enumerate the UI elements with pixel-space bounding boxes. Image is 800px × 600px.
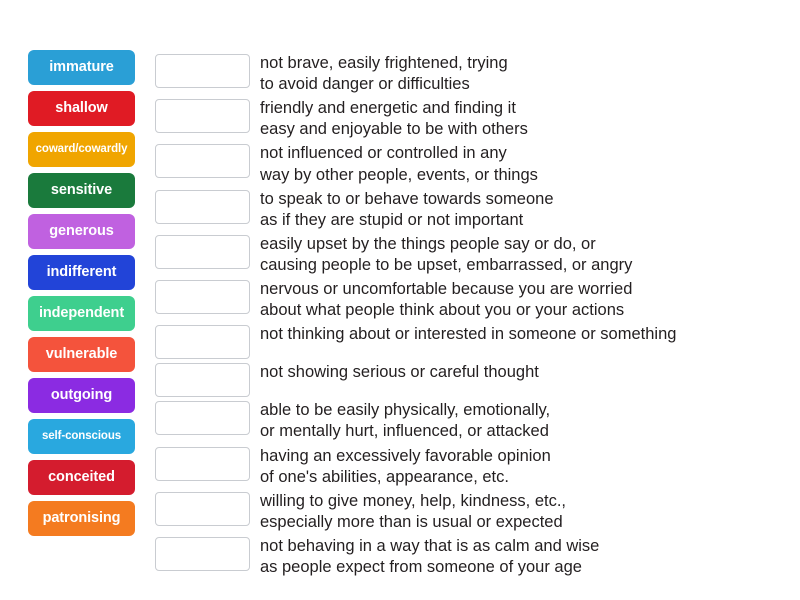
definition-line: as people expect from someone of your age	[260, 558, 582, 577]
definition-text	[260, 142, 795, 185]
word-tile[interactable]: independent	[28, 296, 135, 331]
definition-text	[260, 97, 795, 140]
definition-line: not brave, easily frightened, trying	[260, 54, 508, 72]
answer-dropbox[interactable]	[155, 144, 250, 178]
definition-line: willing to give money, help, kindness, etc.,	[260, 491, 567, 510]
answer-dropbox[interactable]	[155, 492, 250, 526]
definition-text	[260, 399, 795, 442]
definition-line: not influenced or controlled in any	[260, 144, 507, 163]
word-tile[interactable]: vulnerable	[28, 337, 135, 372]
definition-line: especially more than is usual or expected	[260, 512, 563, 531]
answer-dropbox[interactable]	[155, 99, 250, 133]
definition-line: to speak to or behave towards someone	[260, 189, 554, 208]
definition-line: as if they are stupid or not important	[260, 210, 524, 229]
definition-line: about what people think about you or your actions	[260, 301, 625, 320]
answer-dropbox[interactable]	[155, 401, 250, 435]
definition-row	[155, 323, 795, 359]
definition-text	[260, 490, 795, 533]
definition-line: or mentally hurt, influenced, or attacked	[260, 422, 549, 441]
word-tile[interactable]: shallow	[28, 91, 135, 126]
definition-text	[260, 323, 795, 345]
answer-dropbox[interactable]	[155, 447, 250, 481]
definition-row-list	[155, 52, 795, 580]
word-tile[interactable]: coward/cowardly	[28, 132, 135, 167]
answer-dropbox[interactable]	[155, 235, 250, 269]
definition-row	[155, 535, 795, 578]
answer-dropbox[interactable]	[155, 54, 250, 88]
word-tile[interactable]: sensitive	[28, 173, 135, 208]
definition-line: not thinking about or interested in someone or something	[260, 325, 677, 344]
answer-dropbox[interactable]	[155, 537, 250, 571]
word-tile[interactable]: conceited	[28, 460, 135, 495]
definition-text	[260, 52, 795, 95]
definition-text	[260, 188, 795, 231]
definition-row	[155, 52, 795, 95]
definition-row	[155, 233, 795, 276]
definition-line: way by other people, events, or things	[260, 165, 538, 184]
definition-line: easily upset by the things people say or do, or	[260, 234, 596, 253]
definition-line: of one's abilities, appearance, etc.	[260, 467, 509, 486]
definition-line: able to be easily physically, emotionally,	[260, 401, 551, 420]
word-tile[interactable]: self-conscious	[28, 419, 135, 454]
definition-row	[155, 142, 795, 185]
definition-text	[260, 233, 795, 276]
word-tile[interactable]: patronising	[28, 501, 135, 536]
definition-line: not behaving in a way that is as calm and wise	[260, 536, 600, 555]
definition-row	[155, 399, 795, 442]
definition-line: having an excessively favorable opinion	[260, 446, 551, 465]
definition-line: easy and enjoyable to be with others	[260, 120, 528, 139]
word-tile[interactable]: indifferent	[28, 255, 135, 290]
answer-dropbox[interactable]	[155, 190, 250, 224]
definition-text	[260, 361, 795, 383]
word-tile[interactable]: outgoing	[28, 378, 135, 413]
answer-dropbox[interactable]	[155, 325, 250, 359]
definition-line: friendly and energetic and finding it	[260, 99, 516, 118]
definition-line: nervous or uncomfortable because you are worried	[260, 280, 633, 299]
definition-line: causing people to be upset, embarrassed, or angry	[260, 255, 633, 274]
definition-text	[260, 445, 795, 488]
definition-text	[260, 535, 795, 578]
word-tile[interactable]: generous	[28, 214, 135, 249]
word-tile[interactable]: immature	[28, 50, 135, 85]
answer-dropbox[interactable]	[155, 280, 250, 314]
answer-dropbox[interactable]	[155, 363, 250, 397]
definition-row	[155, 490, 795, 533]
word-tile-list	[28, 50, 135, 536]
definition-row	[155, 97, 795, 140]
definition-text	[260, 278, 795, 321]
definition-line: not showing serious or careful thought	[260, 363, 539, 382]
definition-row	[155, 361, 795, 397]
definition-row	[155, 188, 795, 231]
definition-row	[155, 278, 795, 321]
definition-line: to avoid danger or difficulties	[260, 75, 470, 94]
definition-row	[155, 445, 795, 488]
